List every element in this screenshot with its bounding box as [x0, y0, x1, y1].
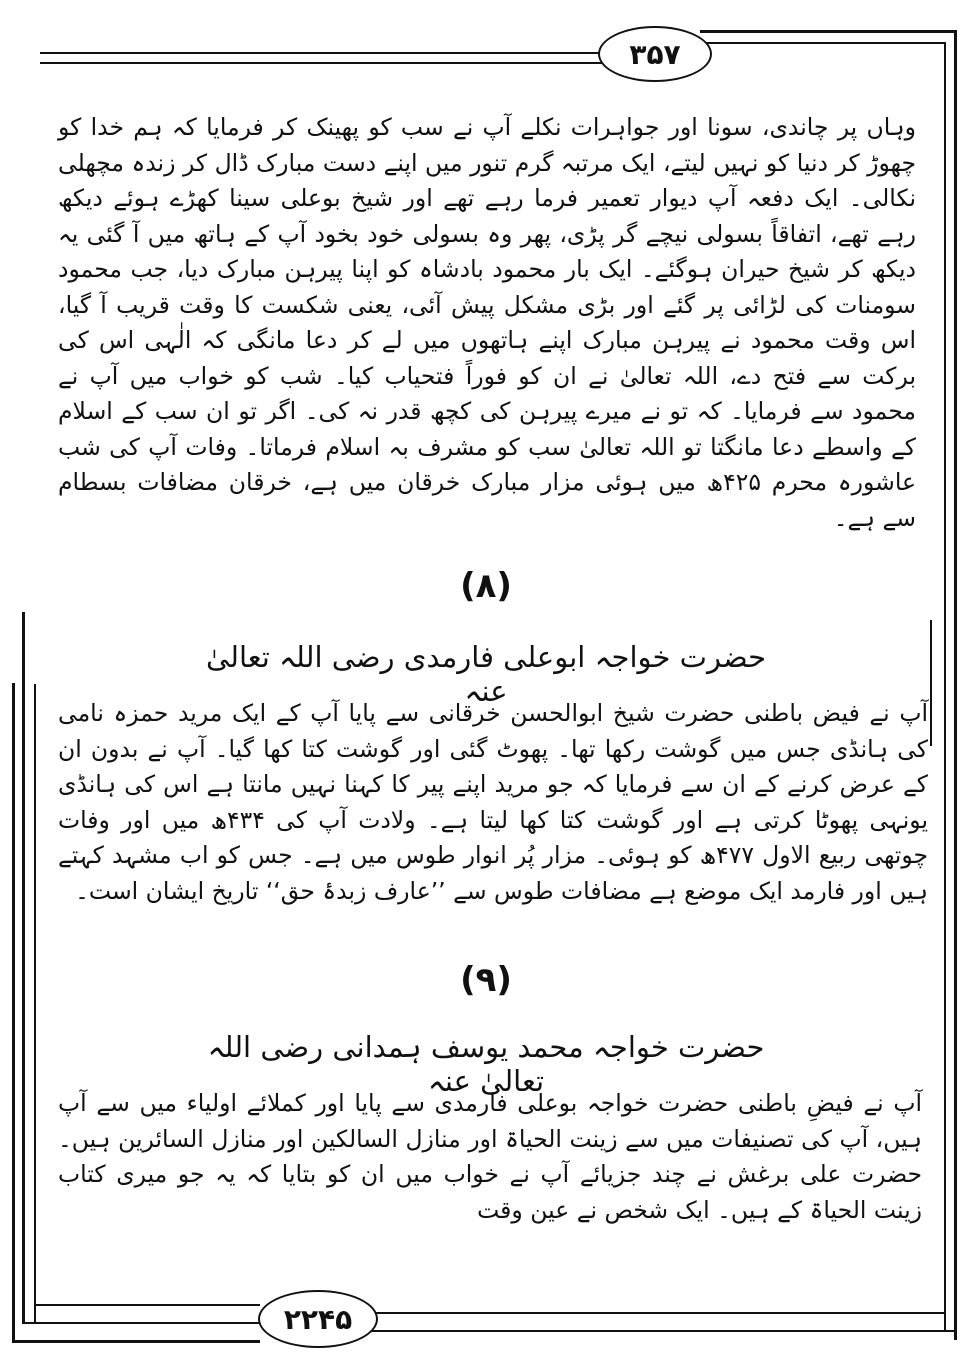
continuation-paragraph: وہاں پر چاندی، سونا اور جواہرات نکلے آپ نے سب کو پھینک کر فرمایا کہ ہم خدا کو چھوڑ کر دنیا کو نہیں لیتے، ایک مرتبہ گرم تنور میں اپنے دست مبارک ڈال کر زندہ مچھلی نکالی۔ ایک دفعہ آپ دیوار تعمیر فرما رہے تھے اور شیخ بوعلی سینا کھڑے ہوئے دیکھ رہے تھے، اتفاقاً بسولی نیچے گر پڑی، پھر وہ بسولی خود بخود آپ کے ہاتھ میں آ گئی یہ دیکھ کر شیخ حیران ہوگئے۔ ایک بار محمود بادشاہ کو اپنا پیرہن مبارک دیا، جب محمود سومنات کی لڑائی پر گئے اور بڑی مشکل پیش آئی، یعنی شکست کا وقت قریب آ گیا، اس وقت محمود نے پیرہن مبارک اپنے ہاتھوں میں لے کر دعا مانگی کہ الٰہی اس کی برکت سے فتح دے، اللہ تعالیٰ نے ان کو فوراً فتحیاب کیا۔ شب کو خواب میں آپ نے محمود سے فرمایا۔ کہ تو نے میرے پیرہن کی کچھ قدر نہ کی۔ اگر تو ان سب کے اسلام کے واسطے دعا مانگتا تو اللہ تعالیٰ سب کو مشرف بہ اسلام فرماتا۔ وفات آپ کی شب عاشورہ محرم ۴۲۵ھ میں ہوئی مزار مبارک خرقان میں ہے، خرقان مضافات بسطام سے ہے۔ — [58, 113, 917, 532]
bottom-page-number-oval — [258, 1290, 378, 1348]
section-title-9: حضرت خواجہ محمد یوسف ہمدانی رضی اللہ تعالیٰ عنہ — [207, 1030, 765, 1098]
section-title-8: حضرت خواجہ ابوعلی فارمدی رضی اللہ تعالیٰ عنہ — [205, 640, 767, 708]
right-border-inner — [944, 42, 946, 1332]
top-page-number-oval — [598, 26, 712, 82]
top-rule-left-under — [40, 62, 602, 64]
left-border-1 — [12, 683, 15, 1343]
section-paragraph-8: آپ نے فیض باطنی حضرت شیخ ابوالحسن خرقانی سے پایا آپ کے ایک مرید حمزہ نامی کی ہانڈی جس میں گوشت رکھا تھا۔ پھوٹ گئی اور گوشت کتا کھا گیا۔ آپ نے بدون ان کے عرض کرنے کے ان سے فرمایا کہ جو مرید اپنے پیر کا کہنا نہیں مانتا ہے اس کی ہانڈی یونہی پھوٹا کرتی ہے اور گوشت کتا کھا لیتا ہے۔ ولادت آپ کی ۴۳۴ھ میں اور وفات چوتھی ربیع الاول ۴۷۷ھ کو ہوئی۔ مزار پُر انوار طوس میں ہے۔ جس کو اب مشہد کہتے ہیں اور فارمد ایک موضع ہے مضافات طوس سے ’’عارف زبدۂ حق‘‘ تاریخ ایشان است۔ — [58, 699, 928, 905]
left-border-2 — [22, 612, 25, 1322]
section-number-9: (۹) — [460, 960, 512, 1000]
section-paragraph-9: آپ نے فیضِ باطنی حضرت خواجہ بوعلی فارمدی سے پایا اور کملائے اولیاء میں سے آپ ہیں، آپ کی تصنیفات میں سے زینت الحیاۃ اور منازل السالکین اور منازل السائرین ہیں۔ حضرت علی برغش نے چند جزیائے آپ نے خواب میں ان کو بتایا کہ یہ جو میری کتاب زینت الحیاۃ کے ہیں۔ ایک شخص نے عین وقت — [58, 1089, 922, 1224]
right-border-outer — [954, 30, 957, 1340]
bottom-rule-3 — [34, 1304, 260, 1306]
bottom-rule-2 — [22, 1322, 260, 1324]
bottom-rule-right-2 — [372, 1330, 957, 1332]
section-number-8: (۸) — [460, 566, 512, 606]
bottom-page-number: ۲۲۴۵ — [283, 1302, 353, 1336]
bottom-rule-right — [372, 1312, 944, 1314]
top-rule-outer — [700, 30, 957, 33]
inner-right-rule — [930, 620, 932, 746]
left-border-3 — [34, 684, 36, 1322]
top-page-number: ۳۵۷ — [629, 37, 681, 71]
bottom-rule-1 — [12, 1340, 260, 1343]
top-rule-inner — [700, 42, 946, 44]
top-rule-left — [40, 52, 602, 54]
